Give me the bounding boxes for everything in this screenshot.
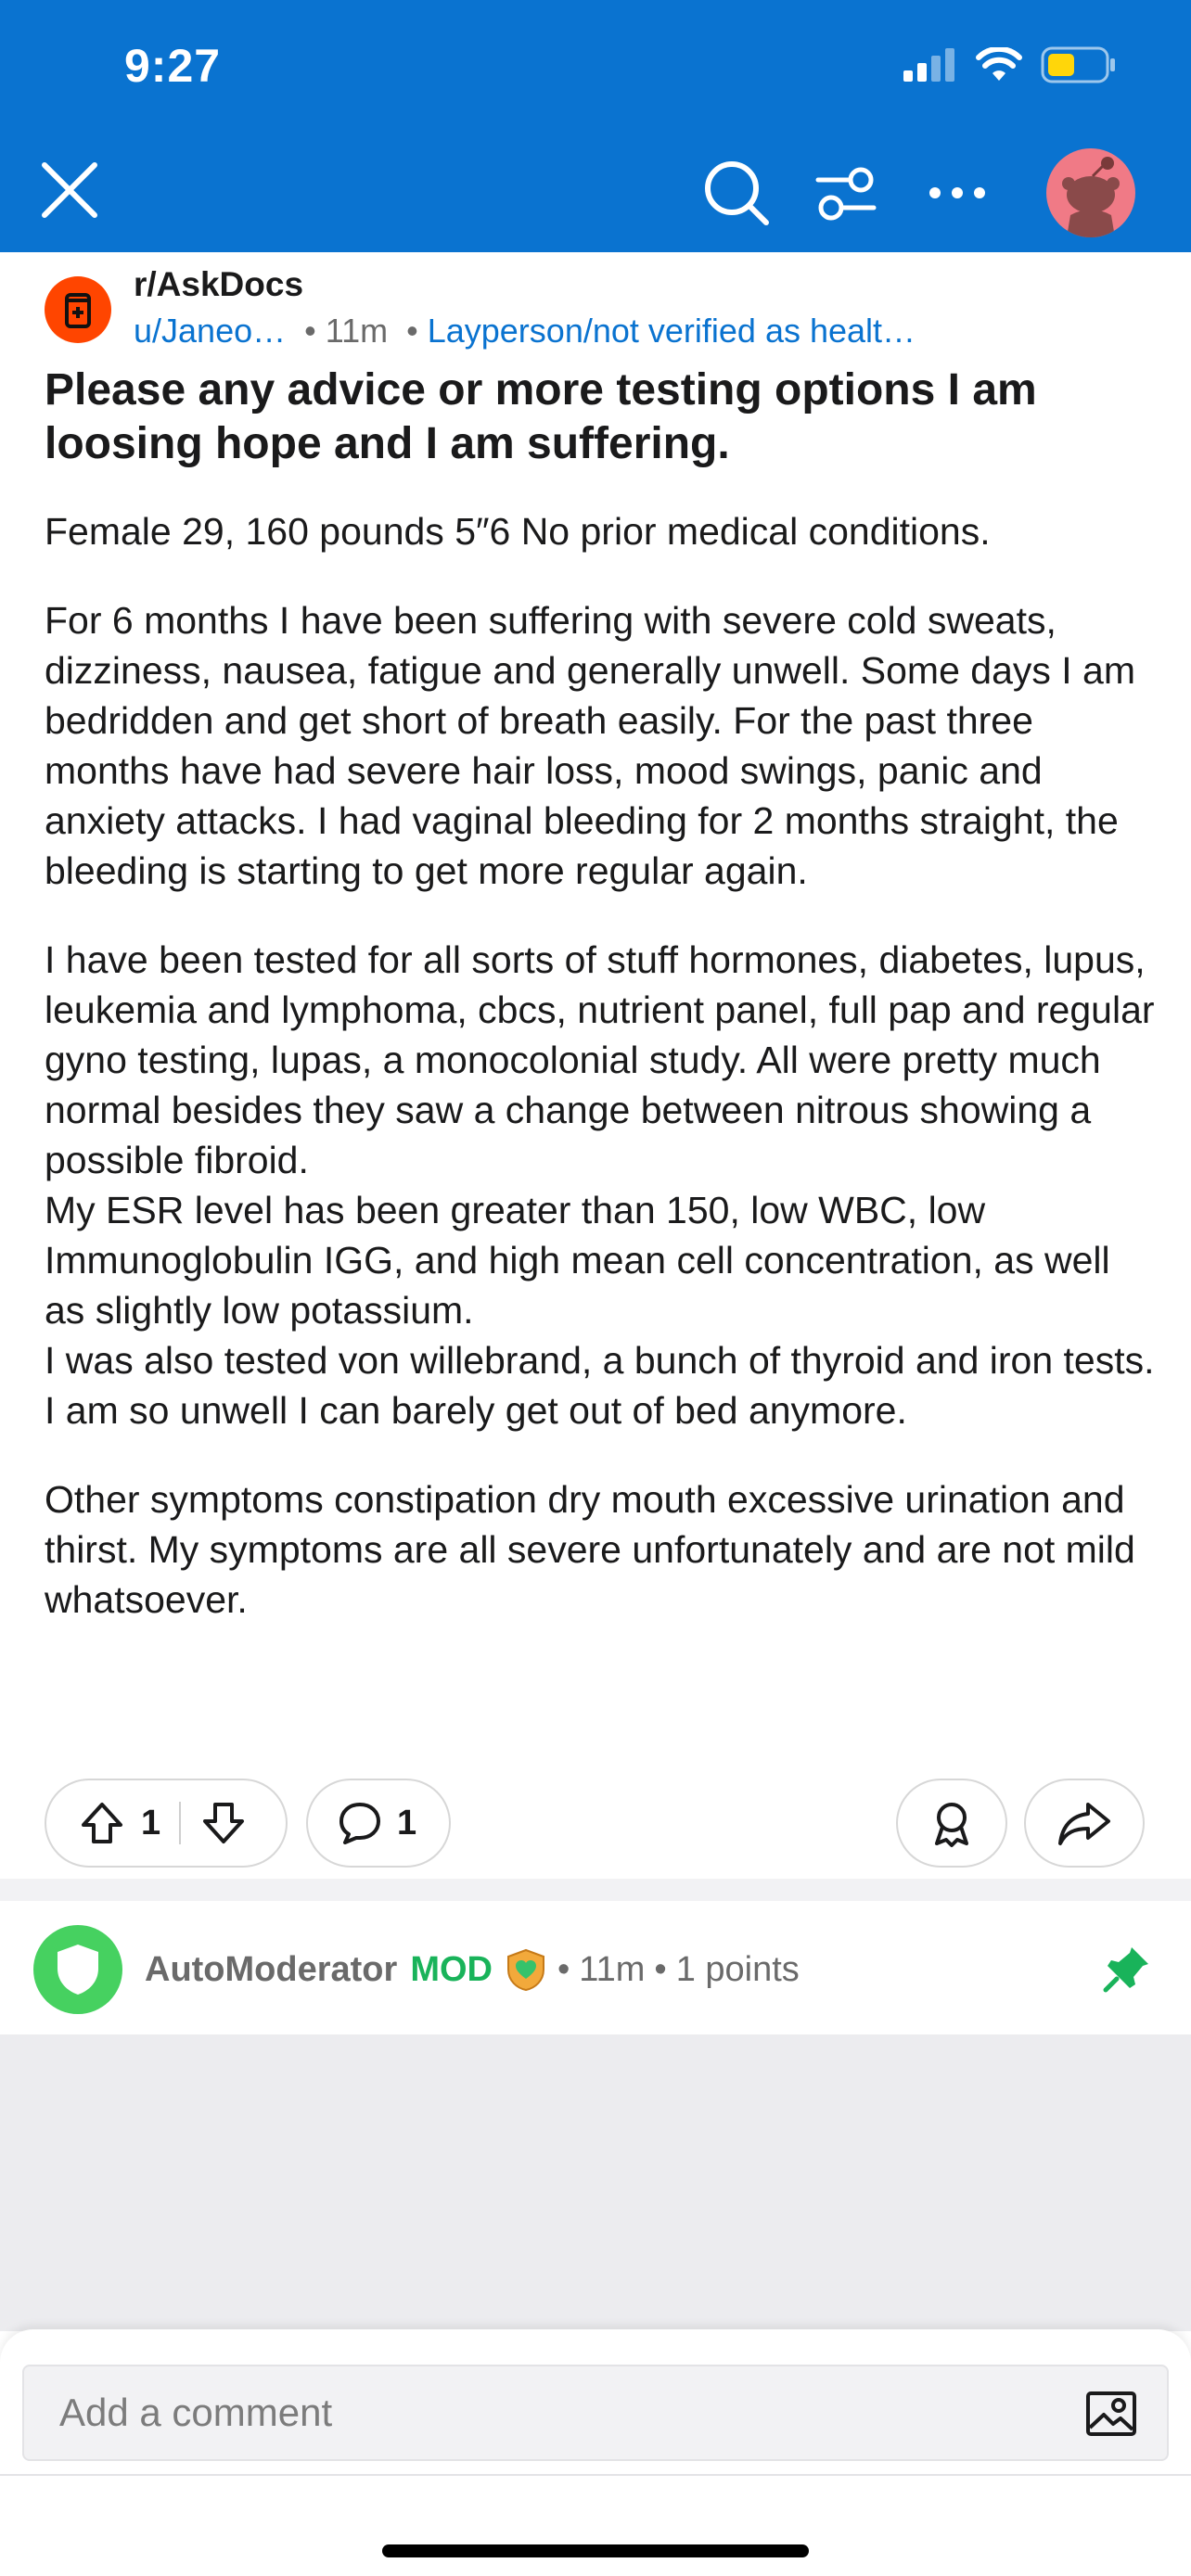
- upvote-count: 1: [141, 1803, 161, 1843]
- post-body: [45, 506, 1158, 1664]
- close-icon[interactable]: [37, 158, 102, 223]
- upvote-icon[interactable]: [78, 1799, 126, 1847]
- post-meta: [134, 312, 916, 351]
- comment-author[interactable]: AutoModerator: [145, 1949, 398, 1989]
- post-paragraph: Female 29, 160 pounds 5″6 No prior medical conditions.: [45, 510, 991, 553]
- meta-separator: •: [304, 312, 316, 350]
- app-header: [0, 0, 1191, 252]
- subreddit-name[interactable]: r/AskDocs: [134, 265, 304, 303]
- vote-control: [45, 1779, 288, 1868]
- user-avatar-icon[interactable]: [1046, 148, 1135, 237]
- battery-icon: [1041, 46, 1117, 83]
- post-nav-bar: [0, 148, 1191, 241]
- subreddit-icon[interactable]: [45, 276, 111, 343]
- comment-age: 11m: [579, 1949, 646, 1989]
- comment-input[interactable]: [22, 2365, 1169, 2461]
- comment-count: 1: [397, 1803, 417, 1843]
- mod-shield-badge-icon: [504, 1947, 548, 1992]
- image-upload-icon[interactable]: [1085, 2391, 1137, 2437]
- comment-points: 1 points: [675, 1949, 800, 1989]
- status-icons: [903, 46, 1117, 83]
- automod-comment[interactable]: [0, 1901, 1191, 2034]
- more-icon[interactable]: [924, 159, 991, 226]
- shield-icon: [54, 1943, 102, 1996]
- status-time: 9:27: [124, 40, 222, 92]
- award-button[interactable]: [896, 1779, 1007, 1868]
- vote-divider: [179, 1802, 181, 1844]
- automod-avatar[interactable]: [33, 1925, 122, 2014]
- share-icon: [1057, 1797, 1112, 1849]
- post-paragraph: Other symptoms constipation dry mouth excessive urination and thirst. My symptoms are all severe unfortunately and are not mild whatsoever.: [45, 1478, 1135, 1621]
- comment-composer: [0, 2329, 1191, 2576]
- post-author[interactable]: u/Janeo…: [134, 312, 287, 350]
- post-title: Please any advice or more testing options I am loosing hope and I am suffering.: [45, 365, 1037, 468]
- share-button[interactable]: [1024, 1779, 1145, 1868]
- post-paragraph: I have been tested for all sorts of stuff hormones, diabetes, lupus, leukemia and lymphoma, cbcs, nutrient panel, full pap and regular gyno testing, lupas, a monocolonial study. All were pretty much normal besides they saw a change between nitrous showing a possible fibroid. My ESR level has been greater than 150, low WBC, low Immunoglobulin IGG, and high mean cell concentration, as well as slightly low potassium. I was also tested von willebrand, a bunch of thyroid and iron tests. I am so unwell I can barely get out of bed anymore.: [45, 938, 1155, 1432]
- comments-empty-area: [0, 2034, 1191, 2331]
- pin-icon[interactable]: [1100, 1944, 1152, 1996]
- meta-separator: •: [406, 312, 418, 350]
- post-age: 11m: [325, 312, 389, 350]
- section-divider: [0, 1879, 1191, 1901]
- search-icon[interactable]: [701, 158, 772, 228]
- comments-button[interactable]: [306, 1779, 451, 1868]
- filter-icon[interactable]: [813, 159, 879, 226]
- comment-meta: [145, 1947, 800, 1992]
- post-action-bar: [0, 1779, 1191, 1868]
- meta-separator: •: [654, 1949, 667, 1989]
- wifi-icon: [976, 47, 1022, 83]
- home-indicator[interactable]: [382, 2544, 809, 2557]
- cellular-signal-icon: [903, 48, 957, 82]
- meta-separator: •: [557, 1949, 570, 1989]
- award-icon: [926, 1797, 978, 1849]
- mod-badge: MOD: [410, 1949, 493, 1989]
- post-paragraph: For 6 months I have been suffering with severe cold sweats, dizziness, nausea, fatigue and generally unwell. Some days I am bedridden and get short of breath easily. For the past three months have had severe hair loss, mood swings, panic and anxiety attacks. I had vaginal bleeding for 2 months straight, the bleeding is starting to get more regular again.: [45, 599, 1136, 892]
- composer-divider: [0, 2474, 1191, 2476]
- downvote-icon[interactable]: [199, 1799, 248, 1847]
- user-flair[interactable]: Layperson/not verified as healt…: [427, 312, 916, 350]
- comment-bubble-icon: [336, 1799, 384, 1847]
- post-header: [0, 252, 1191, 363]
